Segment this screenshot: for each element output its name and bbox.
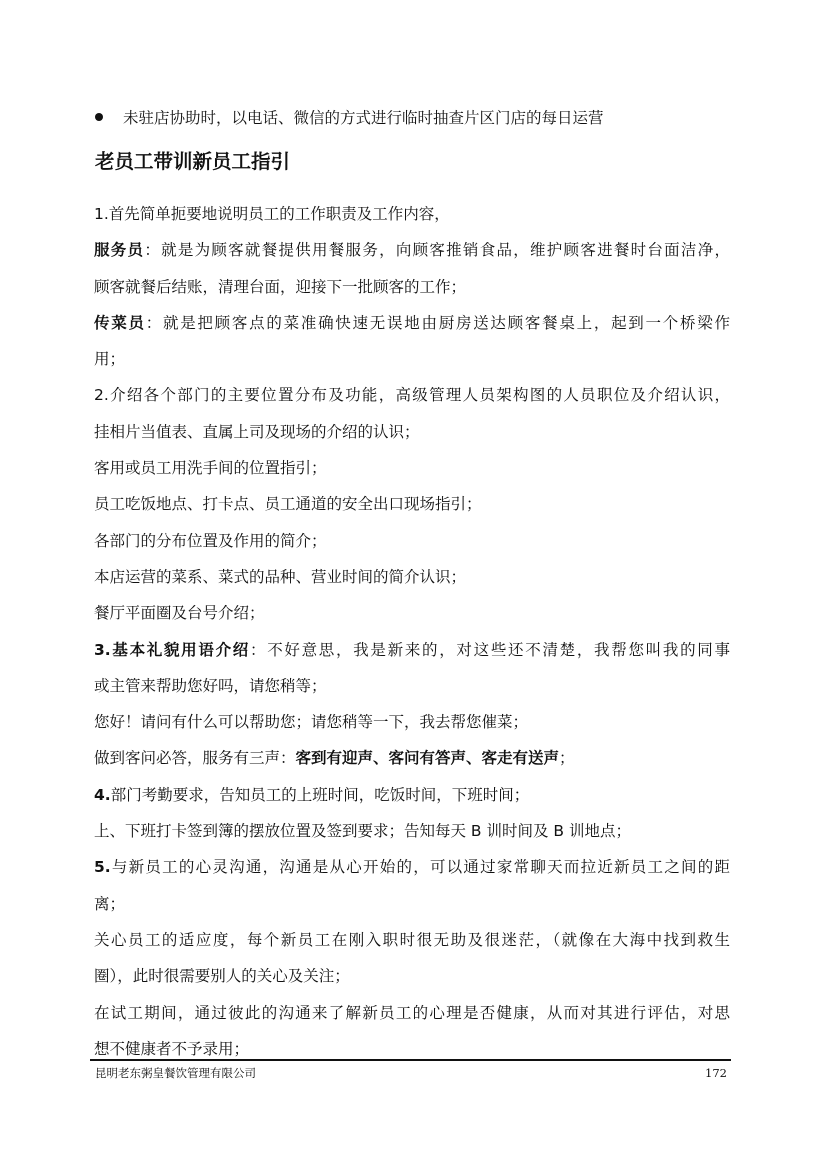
bold-label: 3.基本礼貌用语介绍 xyxy=(94,640,250,659)
body-line xyxy=(94,886,744,922)
bold-label: 4. xyxy=(94,785,111,804)
body-line xyxy=(94,995,730,1031)
body-line xyxy=(94,595,744,631)
body-line xyxy=(94,523,744,559)
body-line xyxy=(94,849,730,885)
body-line xyxy=(94,450,744,486)
line-text: 2.介绍各个部门的主要位置分布及功能，高级管理人员架构图的人员职位及介绍认识， xyxy=(94,386,730,405)
body-line xyxy=(94,196,744,232)
bullet-text: 未驻店协助时，以电话、微信的方式进行临时抽查片区门店的每日运营 xyxy=(123,109,604,127)
line-text: 在试工期间，通过彼此的沟通来了解新员工的心理是否健康，从而对其进行评估，对思 xyxy=(94,1003,730,1022)
bold-label: 5. xyxy=(94,858,111,877)
line-text: 餐厅平面圈及台号介绍； xyxy=(94,604,265,623)
line-text: 关心员工的适应度，每个新员工在刚入职时很无助及很迷茫，（就像在大海中找到救生 xyxy=(94,930,730,949)
line-text: 想不健康者不予录用； xyxy=(94,1039,250,1058)
line-text: 1.首先简单扼要地说明员工的工作职责及工作内容， xyxy=(94,205,450,223)
bullet-dot-icon xyxy=(95,113,103,121)
body-line xyxy=(94,740,744,776)
line-text: 上、下班打卡签到簿的摆放位置及签到要求；告知每天 B 训时间及 B 训地点； xyxy=(94,822,631,841)
line-text: ：不好意思，我是新来的，对这些还不清楚，我帮您叫我的同事 xyxy=(250,640,730,659)
line-text: 员工吃饭地点、打卡点、员工通道的安全出口现场指引； xyxy=(94,495,482,514)
body-line xyxy=(94,414,744,450)
body-line xyxy=(94,1031,744,1067)
line-text: ：就是为顾客就餐提供用餐服务，向顾客推销食品，维护顾客进餐时台面洁净， xyxy=(144,241,730,260)
bold-phrase: 客到有迎声、客问有答声、客走有送声 xyxy=(295,749,560,768)
body-line xyxy=(94,232,730,268)
line-text: 您好！请问有什么可以帮助您；请您稍等一下，我去帮您催菜； xyxy=(94,713,529,732)
section-heading: 老员工带训新员工指引 xyxy=(95,150,291,173)
line-text: 做到客问必答，服务有三声： xyxy=(94,749,296,768)
body-line xyxy=(94,704,744,740)
line-text: 或主管来帮助您好吗，请您稍等； xyxy=(94,676,327,695)
line-text: 各部门的分布位置及作用的简介； xyxy=(94,531,327,550)
body-line xyxy=(94,777,744,813)
body-line xyxy=(94,559,744,595)
bold-label: 服务员 xyxy=(94,241,145,260)
line-text: 圈），此时很需要别人的关心及关注； xyxy=(94,967,350,986)
footer-divider xyxy=(90,1059,731,1061)
body-line xyxy=(94,813,744,849)
body-line xyxy=(94,377,730,413)
line-text: 与新员工的心灵沟通，沟通是从心开始的，可以通过家常聊天而拉近新员工之间的距 xyxy=(110,858,730,877)
line-text: 离； xyxy=(94,894,126,913)
body-line xyxy=(94,305,730,341)
bullet-item xyxy=(95,106,604,130)
line-text: ：就是把顾客点的菜准确快速无误地由厨房送达顾客餐桌上，起到一个桥梁作 xyxy=(145,313,730,332)
body-line xyxy=(94,269,744,305)
body-line xyxy=(94,486,744,522)
line-tail: ； xyxy=(559,749,575,768)
line-text: 用； xyxy=(94,350,126,369)
bold-label: 传菜员 xyxy=(94,313,146,332)
line-text: 客用或员工用洗手间的位置指引； xyxy=(94,459,327,478)
footer-page-number: 172 xyxy=(705,1066,727,1080)
body-line xyxy=(94,632,730,668)
body-line xyxy=(94,922,730,958)
line-text: 顾客就餐后结账，清理台面，迎接下一批顾客的工作； xyxy=(94,277,467,296)
body-line xyxy=(94,668,744,704)
body-text xyxy=(94,196,744,1067)
line-text: 挂相片当值表、直属上司及现场的介绍的认识； xyxy=(94,422,420,441)
line-text: 部门考勤要求，告知员工的上班时间，吃饭时间，下班时间； xyxy=(110,785,530,804)
body-line xyxy=(94,958,744,994)
footer-company-name: 昆明老东粥皇餐饮管理有限公司 xyxy=(95,1066,256,1080)
line-text: 本店运营的菜系、菜式的品种、营业时间的简介认识； xyxy=(94,567,467,586)
body-line xyxy=(94,341,744,377)
